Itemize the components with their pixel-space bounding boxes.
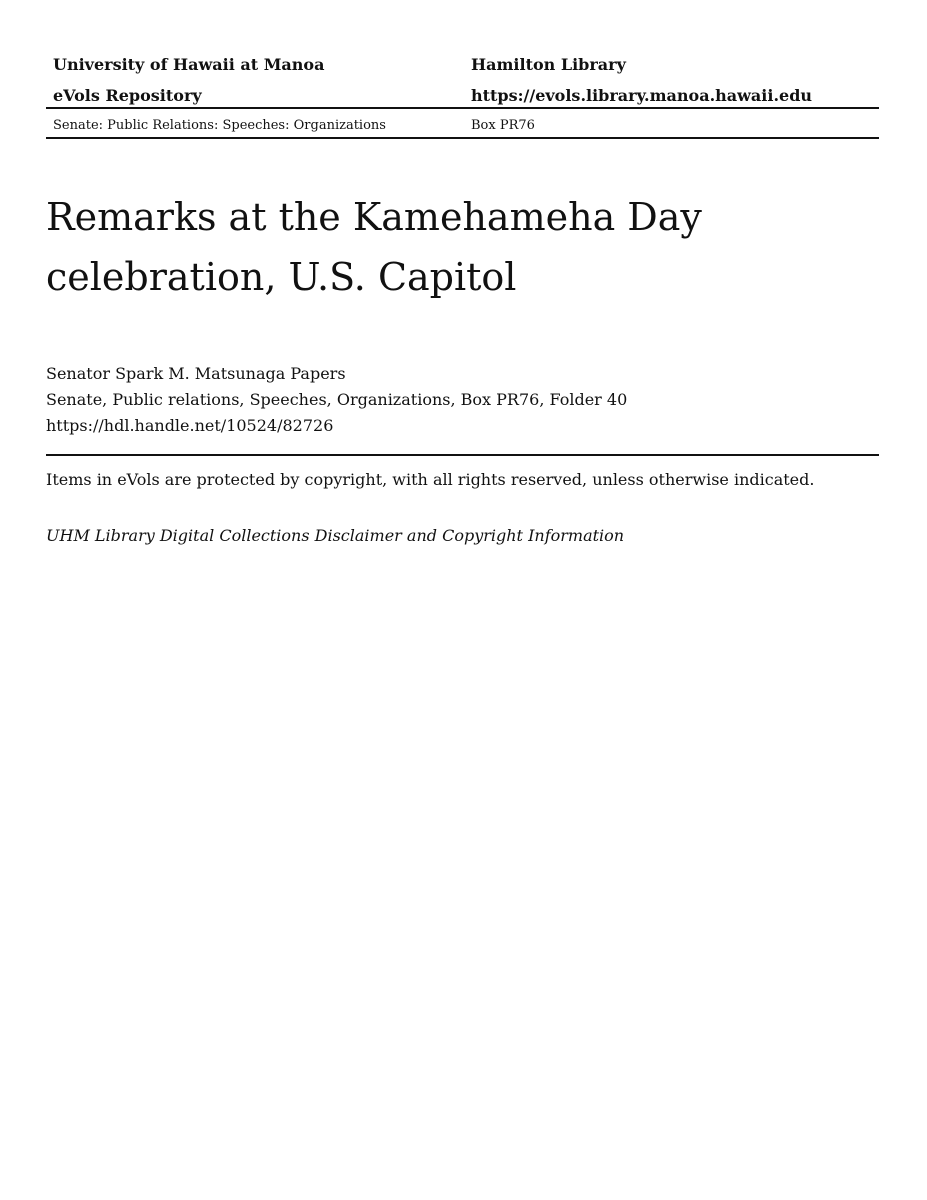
copyright-notice: Items in eVols are protected by copyright, with all rights reserved, unless otherwise indicated. [46,470,815,489]
library-name: Hamilton Library [471,55,626,74]
collection-path: Senate: Public Relations: Speeches: Organizations [53,118,386,133]
box-label: Box PR76 [471,118,535,133]
handle-link[interactable]: https://hdl.handle.net/10524/82726 [46,416,334,435]
institution-name: University of Hawaii at Manoa [53,55,325,74]
collection-name: Senator Spark M. Matsunaga Papers [46,364,346,383]
header-divider-top [46,107,879,109]
folder-location: Senate, Public relations, Speeches, Organizations, Box PR76, Folder 40 [46,390,628,409]
document-metadata [46,361,627,439]
header-divider-bottom [46,137,879,139]
disclaimer-link[interactable]: UHM Library Digital Collections Disclaimer and Copyright Information [46,526,625,545]
repository-name: eVols Repository [53,86,202,105]
document-title: Remarks at the Kamehameha Day celebration, U.S. Capitol [46,195,702,299]
repository-url-link[interactable]: https://evols.library.manoa.hawaii.edu [471,86,813,105]
content-divider [46,454,879,456]
